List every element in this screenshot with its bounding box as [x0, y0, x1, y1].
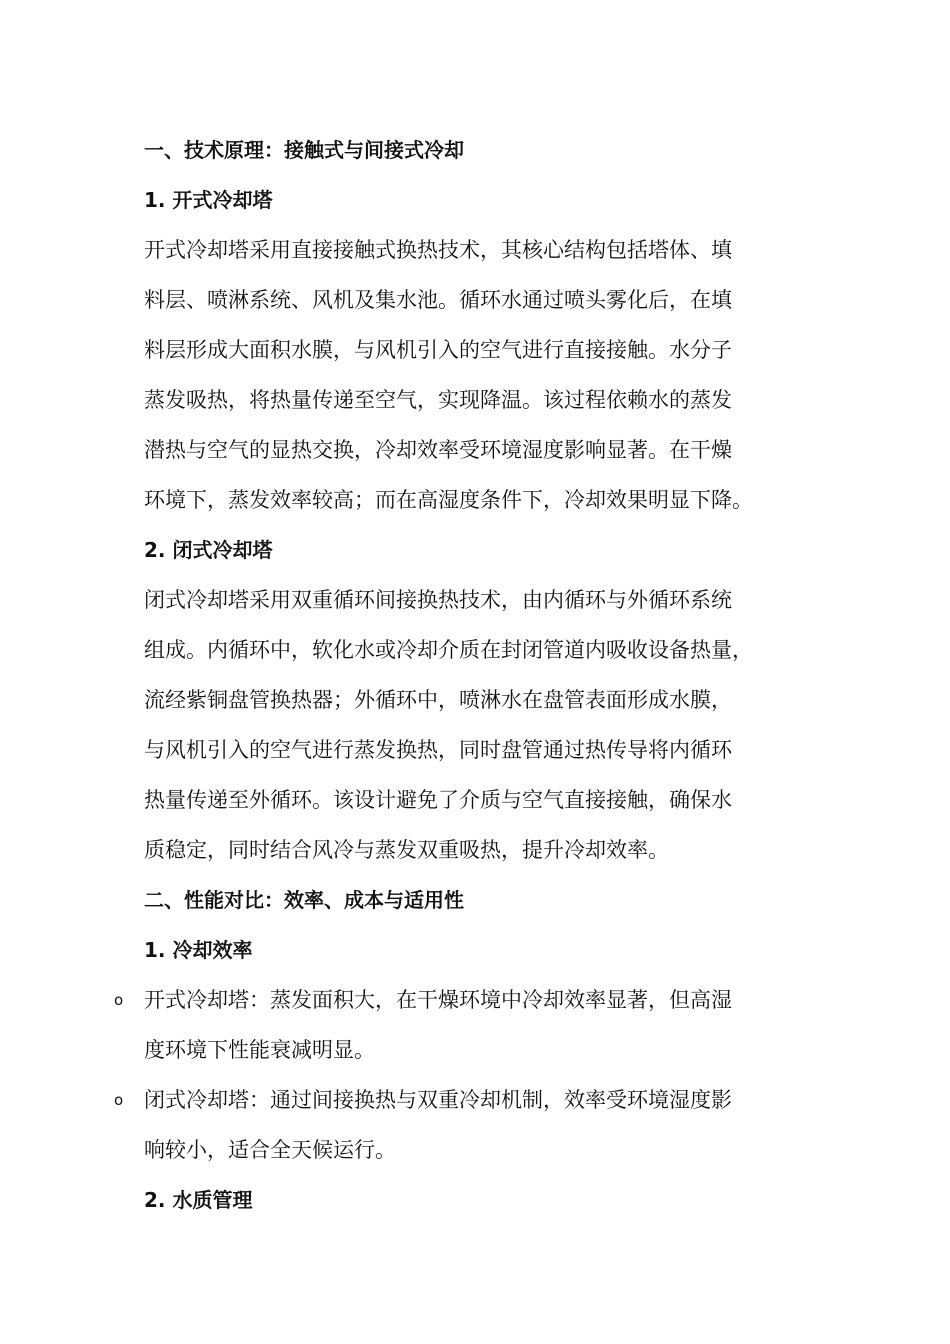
subsection-heading-cooling-efficiency: 1. 冷却效率: [144, 938, 253, 962]
section-heading-principle: 一、技术原理：接触式与间接式冷却: [144, 138, 464, 162]
paragraph-line: 开式冷却塔采用直接接触式换热技术，其核心结构包括塔体、填: [144, 238, 732, 262]
subsection-heading-open-tower: 1. 开式冷却塔: [144, 188, 273, 212]
paragraph-line: 料层形成大面积水膜，与风机引入的空气进行直接接触。水分子: [144, 338, 732, 362]
paragraph-line: 热量传递至外循环。该设计避免了介质与空气直接接触，确保水: [144, 788, 732, 812]
list-item-line: 闭式冷却塔：通过间接换热与双重冷却机制，效率受环境湿度影: [144, 1088, 732, 1112]
bullet-circle-icon: o: [114, 991, 124, 1009]
list-item-line: 度环境下性能衰减明显。: [144, 1038, 375, 1062]
list-item: [114, 1075, 834, 1175]
subsection-heading-water-quality: 2. 水质管理: [144, 1188, 253, 1212]
paragraph-closed-tower: [144, 575, 834, 875]
subsection-heading-closed-tower: 2. 闭式冷却塔: [144, 538, 273, 562]
paragraph-line: 环境下，蒸发效率较高；而在高湿度条件下，冷却效果明显下降。: [144, 488, 753, 512]
paragraph-line: 与风机引入的空气进行蒸发换热，同时盘管通过热传导将内循环: [144, 738, 732, 762]
paragraph-line: 料层、喷淋系统、风机及集水池。循环水通过喷头雾化后，在填: [144, 288, 732, 312]
section-heading-performance: 二、性能对比：效率、成本与适用性: [144, 888, 464, 912]
bullet-circle-icon: o: [114, 1091, 124, 1109]
paragraph-line: 流经紫铜盘管换热器；外循环中，喷淋水在盘管表面形成水膜，: [144, 688, 732, 712]
document-body: [114, 125, 834, 1225]
paragraph-line: 质稳定，同时结合风冷与蒸发双重吸热，提升冷却效率。: [144, 838, 669, 862]
list-item-line: 响较小，适合全天候运行。: [144, 1138, 396, 1162]
paragraph-line: 组成。内循环中，软化水或冷却介质在封闭管道内吸收设备热量，: [144, 638, 753, 662]
paragraph-line: 潜热与空气的显热交换，冷却效率受环境湿度影响显著。在干燥: [144, 438, 732, 462]
list-item-line: 开式冷却塔：蒸发面积大，在干燥环境中冷却效率显著，但高湿: [144, 988, 732, 1012]
paragraph-open-tower: [144, 225, 834, 525]
list-item: [114, 975, 834, 1075]
paragraph-line: 蒸发吸热，将热量传递至空气，实现降温。该过程依赖水的蒸发: [144, 388, 732, 412]
paragraph-line: 闭式冷却塔采用双重循环间接换热技术，由内循环与外循环系统: [144, 588, 732, 612]
